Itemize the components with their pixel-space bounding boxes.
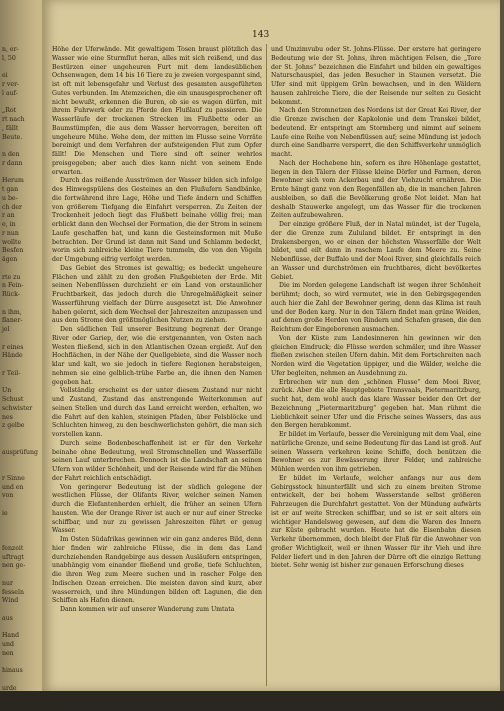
gutter-line: Un bbox=[2, 387, 12, 395]
page-edge bbox=[500, 0, 504, 691]
gutter-line: fesseln bbox=[2, 588, 24, 596]
gutter-line: z gelbe bbox=[2, 422, 25, 430]
gutter-line: flaner- bbox=[2, 317, 23, 325]
gutter-line: uftragt bbox=[2, 553, 24, 561]
gutter-line: Besfen bbox=[2, 247, 24, 255]
paragraph: Von der Küste zum Landesinneren hin gewinnen wir den gleichen Eindruck; die Flüsse werden schmäler, und ihre Wasser fließen zwischen steilen Ufern dahin. Mit dem Fortschreiten nach Norden wird die Vegetation üppiger, und die Wälder, welche die Ufer begleiten, nehmen an Ausdehnung zu. bbox=[271, 334, 481, 377]
gutter-line: n Fein- bbox=[2, 282, 24, 290]
gutter-line: aus bbox=[2, 614, 13, 622]
gutter-line: r nun bbox=[2, 229, 19, 237]
book-page bbox=[42, 0, 500, 691]
gutter-line: und en bbox=[2, 483, 24, 491]
gutter-line: nen bbox=[2, 649, 14, 657]
paragraph: Die im Norden gelegene Landschaft ist wegen ihrer Schönheit berühmt; doch, so wird vermutet, wie in den Gebirgsgegenden auch hier die Zahl der Bewohner gering, denn das Klima ist rauh und der Boden karg. Nur in den Tälern findet man grüne Weiden, auf denen große Herden von Rindern und Schafen grasen, die den Reichtum der Eingeborenen ausmachen. bbox=[271, 282, 481, 333]
left-text-column bbox=[52, 46, 262, 615]
gutter-line: , fällt bbox=[2, 124, 19, 132]
paragraph: Das Gebiet des Stromes ist gewaltig; es bedeckt ungeheure Flächen und zählt zu den großen Flußgebieten der Erde. Mit seinen Nebenflüssen durchzieht er ein Land von erstaunlicher Fruchtbarkeit, das jedoch durch die Unregelmäßigkeit seiner Wasserführung vielfach der Dürre ausgesetzt ist. Die Anwohner haben gelernt, sich dem Wechsel der Jahreszeiten anzupassen und aus dem Strome den größtmöglichen Nutzen zu ziehen. bbox=[52, 264, 262, 325]
gutter-line: r ver- bbox=[2, 81, 20, 88]
gutter-text-fragments bbox=[0, 46, 38, 711]
gutter-line bbox=[0, 99, 38, 108]
right-text-column bbox=[271, 46, 481, 571]
gutter-line: nen ge- bbox=[2, 562, 26, 570]
gutter-line: rte zu bbox=[2, 273, 21, 281]
gutter-line: Hand bbox=[2, 632, 20, 640]
gutter-line: wollte bbox=[2, 238, 22, 246]
gutter-line: n ihm, bbox=[2, 308, 22, 316]
gutter-line: von bbox=[2, 492, 14, 500]
gutter-line: urde bbox=[2, 684, 17, 692]
gutter-line bbox=[0, 519, 38, 528]
gutter-line: nes bbox=[2, 413, 13, 421]
paragraph: Durch das reißende Ausströmen der Wasser bilden sich infolge des Hinwegspülens des Gesteines an den Flußufern Sandbänke, die fortwährend ihre Lage, Höhe und Tiefe ändern und Schiffen von größerem Tiefgang die Einfahrt versperren. Zu Zeiten der Trockenheit jedoch liegt das Flußbett beinahe völlig frei; man erblickt dann den Wechsel der Formation, die der Strom in seinem Laufe geschaffen hat, und kann die Gesteinsformen mit Muße betrachten. Der Grund ist dann mit Sand und Schlamm bedeckt, worin sich zahlreiche kleine Tiere tummeln, die von den Vögeln der Umgebung eifrig verfolgt werden. bbox=[52, 177, 262, 263]
paragraph: Erbrechen wir nun den „schönen Flusse“ dem Mooi River, zurück. Aber die alle Hauptgebiete Transvaals, Pietermaritzburg, sucht hat, dem wohl auch das klare Wasser beider den Ort der Bezeichnung „Pietermaritzburg“ gegeben hat. Man rühmt die Lieblichkeit seiner Ufer und die Frische seines Wassers, das aus den Bergen herabkommt. bbox=[271, 378, 481, 430]
gutter-line: r dann bbox=[2, 159, 23, 167]
paragraph: und Umzimvubu oder St. Johns-Flüsse. Der erstere hat geringere Bedeutung wie der St. Johns, ihren mächtigen Felsen, die „Tore der St. Johns“ bezeichnen die Einfahrt und bilden ein gewaltiges Naturschauspiel, das jeden Besucher in Staunen versetzt. Die Ufer sind mit üppigem Grün bewachsen, und in den Wäldern hausen zahlreiche Tiere, die der Reisende nur selten zu Gesicht bekommt. bbox=[271, 46, 481, 106]
gutter-line: „Rot bbox=[2, 107, 17, 115]
paragraph: Er bildet im Verlaufe, welcher anfangs nur aus dem Gebirgsstock hinunterfällt und sich zu einem breiten Strome entwickelt, der bei hohem Wasserstande selbst größeren Fahrzeugen die Durchfahrt gestattet. Von der Mündung aufwärts ist er auf weite Strecken schiffbar, und so ist er seit alters ein wichtiger Handelsweg gewesen, auf dem die Waren des Innern zur Küste gebracht wurden. Heute hat die Eisenbahn diesen Verkehr übernommen, doch bleibt der Fluß für die Anwohner von großer Wichtigkeit, weil er ihnen Wasser für ihr Vieh und ihre Felder liefert und in den Jahren der Dürre oft die einzige Rettung bietet. Sehr wenig ist bisher zur genauen Erforschung dieses bbox=[271, 474, 481, 570]
gutter-line: Hände bbox=[2, 352, 23, 360]
gutter-line: ausprüfung bbox=[2, 448, 38, 456]
gutter-line bbox=[0, 169, 38, 178]
gutter-line: r eines bbox=[2, 343, 24, 351]
gutter-line: u be- bbox=[2, 194, 18, 202]
gutter-line: rt nach bbox=[2, 116, 25, 123]
gutter-line bbox=[0, 379, 38, 388]
gutter-line: l auf- bbox=[2, 89, 18, 97]
gutter-line: Rück- bbox=[2, 291, 20, 298]
gutter-line: schwister bbox=[2, 404, 33, 412]
page-number: 143 bbox=[252, 30, 270, 40]
gutter-line bbox=[0, 440, 38, 449]
gutter-line: r Sinne bbox=[2, 474, 25, 482]
gutter-line: Beute. bbox=[2, 133, 23, 141]
paragraph: Dann kommen wir auf unserer Wanderung zum Umtata bbox=[60, 606, 235, 613]
paragraph: Höhe der Uferwände. Mit gewaltigem Tosen braust plötzlich das Wasser wie eine Sturmflut heran, alles mit sich reißend, und das Bestürzen einer ungeheuren Furt mit dem landesüblichen Ochsenwagen, dem 14 bis 16 Tiere zu je zweien vorgespannt sind, ist oft mit lebensgefahr und Verlust des gesamten ausgeführten Gutes verbunden. Im Atemzeichen, die ein unausgesprochener oft nicht bewußt, erkennen die Buren, ob sie es wagen dürfen, mit ihrem Fuhrwerk oder zu Pferde den Flußlauf zu passieren. Die Wasserläufe der trockenen Strecken im Flußbette oder an Baumstümpfen, die aus dem Wasser hervorragen, bereiten oft ungeheure Mühe. Wehe dem, der mitten im Flusse seine Vorräte bereinigt und dem Verfahren der aufsteigenden Flut zum Opfer fällt! Die Menschen und Tiere sind oft seiner wehrlos preisgegeben; aber auch dies kann nicht von seinem Ende erwarten. bbox=[52, 46, 262, 176]
gutter-line: l, 50 bbox=[2, 54, 16, 62]
gutter-line: ch der bbox=[2, 203, 22, 211]
paragraph: Durch seine Bodenbeschaffenheit ist er für den Verkehr beinahe ohne Bedeutung, weil Stromschnellen und Wasserfälle seinen Lauf unterbrechen. Dennoch ist die Landschaft an seinen Ufern von wilder Schönheit, und der Reisende wird für die Mühen der Fahrt reichlich entschädigt. bbox=[52, 439, 262, 482]
gutter-line bbox=[0, 659, 38, 668]
gutter-line bbox=[0, 431, 38, 440]
gutter-line: Herum bbox=[2, 177, 24, 185]
gutter-line bbox=[0, 335, 38, 344]
column-divider bbox=[266, 44, 267, 686]
gutter-line: und bbox=[2, 641, 14, 648]
gutter-line: ei bbox=[2, 72, 8, 80]
gutter-line bbox=[0, 571, 38, 580]
gutter-line bbox=[0, 64, 38, 73]
gutter-line: ägen bbox=[2, 256, 18, 263]
gutter-line: r an bbox=[2, 212, 15, 220]
gutter-line: r Teil- bbox=[2, 369, 21, 377]
gutter-line: ie bbox=[2, 509, 8, 517]
gutter-line: n den bbox=[2, 151, 20, 158]
gutter-line bbox=[0, 457, 38, 466]
gutter-line: nur bbox=[2, 579, 13, 587]
gutter-line: Kind bbox=[2, 693, 17, 701]
gutter-line bbox=[0, 676, 38, 685]
gutter-line bbox=[0, 624, 38, 633]
gutter-line: Schust bbox=[2, 396, 24, 403]
gutter-line: hinaus bbox=[2, 667, 23, 675]
gutter-line bbox=[0, 265, 38, 274]
gutter-line bbox=[0, 142, 38, 151]
gutter-line: n, er- bbox=[2, 46, 19, 53]
gutter-line: t gan bbox=[2, 186, 19, 193]
paragraph: Er bildet im Verlaufe, besser die Vereinigung mit dem Vaal, eine natürliche Grenze, und seine Bedeutung für das Land ist groß. Auf seinen Wassern verkehren keine Schiffe, doch benützen die Bewohner es zur Bewässerung ihrer Felder, und zahlreiche Mühlen werden von ihm getrieben. bbox=[271, 431, 481, 473]
gutter-line bbox=[0, 702, 38, 711]
paragraph: Im Osten Südafrikas gewinnen wir ein ganz anderes Bild, denn hier finden wir zahlreiche Flüsse, die in dem das Land durchziehenden Randgebirge aus dessen Ausläufern entspringen, unabhängig vom einander fließend und große, tiefe Schluchten, die ihren Weg zum Meere suchen und in rascher Folge den Indischen Ozean erreichen. Die meisten davon sind kurz, aber wasserreich, und ihre Mündungen bilden oft Lagunen, die den Schiffen als Hafen dienen. bbox=[52, 536, 262, 605]
gutter-line bbox=[0, 300, 38, 309]
gutter-line bbox=[0, 361, 38, 370]
gutter-line: e, in bbox=[2, 221, 16, 228]
gutter-line: jel bbox=[2, 326, 10, 333]
gutter-line bbox=[0, 536, 38, 545]
facing-page-gutter bbox=[0, 0, 38, 701]
gutter-line: Wind bbox=[2, 597, 19, 605]
paragraph: Nach den Stromnetzen des Nordens ist der Great Kei River, der die Grenze zwischen der Kapkolonie und dem Transkei bildet, bedeutend. Er entspringt am Stormberg und nimmt auf seinem Laufe eine Reihe von Nebenflüssen auf; seine Mündung ist jedoch durch eine Sandbarre versperrt, die den Schiffsverkehr unmöglich macht. bbox=[271, 107, 481, 158]
gutter-line bbox=[0, 466, 38, 475]
paragraph: Von geringerer Bedeutung ist der südlich gelegene der westlichen Flüsse, der Olifants River, welcher seinen Namen durch die Elefantenherden erhielt, die früher an seinen Ufern hausten. Wie der Orange River ist auch er nur auf einer Strecke schiffbar, und nur zu gewissen Jahreszeiten führt er genug Wasser. bbox=[52, 483, 262, 535]
paragraph: Der einzige größere Fluß, der in Natal mündet, ist der Tugela, der die Grenze zum Zululand bildet. Er entspringt in den Drakensbergen, wo er einen der höchsten Wasserfälle der Welt bildet, und eilt dann in raschem Laufe dem Meere zu. Seine Nebenflüsse, der Buffalo und der Mooi River, sind gleichfalls reich an Wasser und durchströmen ein fruchtbares, dicht bevölkertes Gebiet. bbox=[271, 221, 481, 281]
gutter-line bbox=[0, 501, 38, 510]
gutter-line bbox=[0, 606, 38, 615]
gutter-line: fenzeit bbox=[2, 544, 24, 552]
paragraph: Vollständig erscheint es der unter diesem Zustand nur nicht und Zustand, Zustand das anstrengende Weiterkommen auf seinen Stellen und durch das Land erreicht werden, erhalten, wo die Fahrt auf den kahlen, steinigen Pfaden, über Felsblöcke und Schluchten hinweg, zu den beschwerlichsten gehört, die man sich vorstellen kann. bbox=[52, 387, 262, 438]
gutter-line bbox=[0, 527, 38, 536]
paragraph: Nach der Hochebene hin, sofern es ihre Höhenlage gestattet, liegen in den Tälern der Flüsse kleine Dörfer und Farmen, deren Bewohner sich vom Ackerbau und der Viehzucht ernähren. Die Ernte hängt ganz von den Regenfällen ab, die in manchen Jahren ausbleiben, so daß die Bevölkerung große Not leidet. Man hat deshalb Stauwerke angelegt, um das Wasser für die trockenen Zeiten aufzubewahren. bbox=[271, 159, 481, 220]
paragraph: Den südlichen Teil unserer Besitzung begrenzt der Orange River oder Gariep, der, wie die erstgenannten, von Osten nach Westen fließend, sich in den Atlantischen Ozean ergießt. Auf den Hochflächen, in der Nähe der Quellgebiete, sind die Wasser noch klar und kalt, wo sie jedoch in tiefere Regionen herabsteigen, nehmen sie eine gelblich-trübe Farbe an, die ihnen den Namen gegeben hat. bbox=[52, 326, 262, 386]
